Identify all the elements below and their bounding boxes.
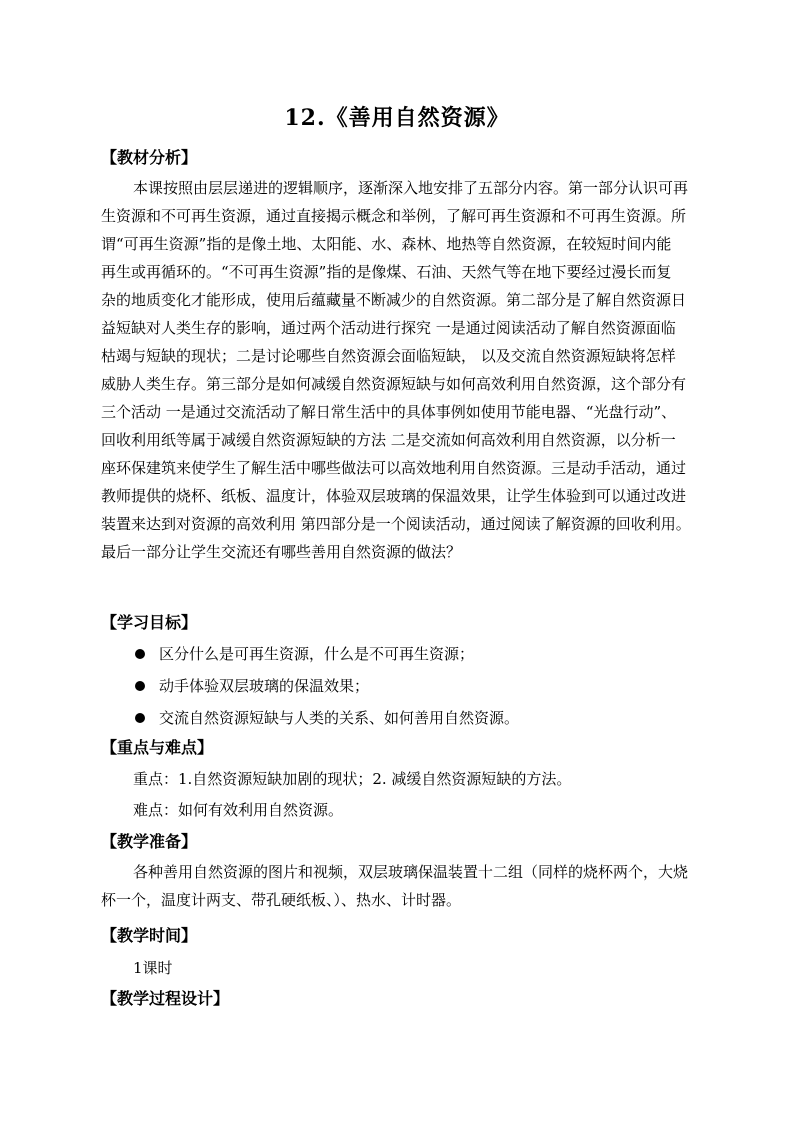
paragraph-line: 谓“可再生资源”指的是像土地、太阳能、水、森林、地热等自然资源，在较短时间内能 — [101, 235, 672, 253]
paragraph-line: 威胁人类生存。第三部分是如何减缓自然资源短缺与如何高效利用自然资源，这个部分有 — [101, 375, 687, 393]
paragraph-line: 装置来达到对资源的高效利用 第四部分是一个阅读活动，通过阅读了解资源的回收利用。 — [101, 515, 691, 533]
paragraph-line: 杯一个，温度计两支、带孔硬纸板、）、热水、计时器。 — [101, 891, 462, 909]
paragraph-line: 最后一部分让学生交流还有哪些善用自然资源的做法？ — [101, 543, 462, 561]
paragraph-line: 益短缺对人类生存的影响，通过两个活动进行探究 一是通过阅读活动了解自然资源面临 — [101, 319, 676, 337]
key-point-text: 重点：1.自然资源短缺加剧的现状；2. 减缓自然资源短缺的方法。 — [133, 770, 572, 788]
material-analysis-paragraph — [101, 174, 723, 566]
heading-key-points: 【重点与难点】 — [101, 738, 214, 757]
paragraph-line: 杂的地质变化才能形成，使用后蕴藏量不断减少的自然资源。第二部分是了解自然资源日 — [101, 291, 687, 309]
paragraph-line: 座环保建筑来使学生了解生活中哪些做法可以高效地利用自然资源。三是动手活动，通过 — [101, 459, 687, 477]
difficulty-text: 难点：如何有效利用自然资源。 — [133, 801, 344, 819]
list-item-text: 交流自然资源短缺与人类的关系、如何善用自然资源。 — [159, 709, 520, 727]
bullet-icon — [135, 649, 145, 659]
paragraph-line: 枯竭与短缺的现状；二是讨论哪些自然资源会面临短缺， 以及交流自然资源短缺将怎样 — [101, 347, 676, 365]
list-item — [133, 702, 723, 734]
preparation-paragraph — [101, 858, 723, 914]
page-title: 12.《善用自然资源》 — [284, 105, 510, 131]
heading-material-analysis: 【教材分析】 — [101, 148, 198, 167]
list-item — [133, 638, 723, 670]
paragraph-line: 回收利用纸等属于减缓自然资源短缺的方法 二是交流如何高效利用自然资源，以分析一 — [101, 431, 676, 449]
list-item — [133, 670, 723, 702]
paragraph-line: 再生或再循环的。“不可再生资源”指的是像煤、石油、天然气等在地下要经过漫长而复 — [101, 263, 672, 281]
list-item-text: 动手体验双层玻璃的保温效果； — [159, 677, 370, 695]
heading-preparation: 【教学准备】 — [101, 832, 198, 851]
teaching-time-value: 1课时 — [133, 959, 173, 977]
paragraph-line: 三个活动 一是通过交流活动了解日常生活中的具体事例如使用节能电器、“光盘行动”、 — [101, 403, 677, 421]
paragraph-line: 生资源和不可再生资源，通过直接揭示概念和举例，了解可再生资源和不可再生资源。所 — [101, 207, 687, 225]
paragraph-line: 教师提供的烧杯、纸板、温度计，体验双层玻璃的保温效果，让学生体验到可以通过改进 — [101, 487, 687, 505]
heading-teaching-time: 【教学时间】 — [101, 926, 198, 945]
heading-teaching-process: 【教学过程设计】 — [101, 989, 230, 1008]
paragraph-line: 各种善用自然资源的图片和视频，双层玻璃保温装置十二组（同样的烧杯两个，大烧 — [133, 863, 689, 881]
heading-learning-goals: 【学习目标】 — [101, 613, 198, 632]
bullet-icon — [135, 681, 145, 691]
bullet-icon — [135, 713, 145, 723]
learning-goals-list — [133, 638, 723, 734]
list-item-text: 区分什么是可再生资源，什么是不可再生资源； — [159, 645, 475, 663]
paragraph-line: 本课按照由层层递进的逻辑顺序，逐渐深入地安排了五部分内容。第一部分认识可再 — [133, 179, 689, 197]
